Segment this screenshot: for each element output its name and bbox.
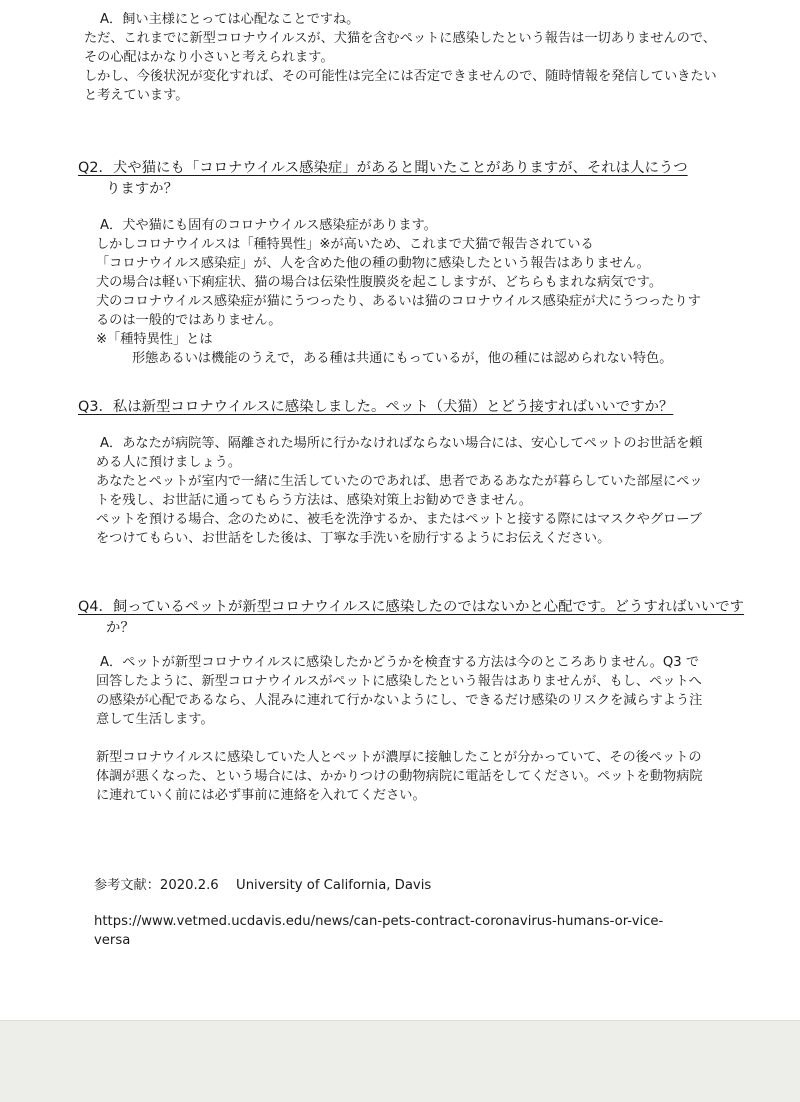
reference-url[interactable]	[94, 912, 663, 950]
intro-line: A．飼い主様にとっては心配なことですね。	[100, 12, 360, 27]
question-q2-line2-text: りますか？	[106, 181, 178, 197]
answer-line: 「コロナウイルス感染症」が、人を含めた他の種の動物に感染したという報告はありません。	[96, 256, 650, 271]
answer-line: 犬の場合は軽い下痢症状、猫の場合は伝染性腹膜炎を起こしますが、どちらもまれな病気です。	[96, 275, 663, 290]
answer-line: A．ペットが新型コロナウイルスに感染したかどうかを検査する方法は今のところありません。Q3 で	[100, 655, 700, 670]
question-q4	[78, 597, 744, 639]
answer-line: ペットを預ける場合、念のために、被毛を洗浄するか、またはペットと接する際にはマスクやグローブ	[96, 512, 702, 527]
answer-line: トを残し、お世話に通ってもらう方法は、感染対策上お勧めできません。	[96, 493, 532, 508]
answer-line: 犬のコロナウイルス感染症が猫にうつったり、あるいは猫のコロナウイルス感染症が犬にうつったりす	[96, 294, 701, 309]
question-q2-line2	[78, 179, 688, 200]
question-q3-text: Q3．私は新型コロナウイルスに感染しました。ペット（犬猫）とどう接すればいいですか？	[78, 399, 674, 415]
intro-answer	[100, 10, 359, 29]
answer-q3	[96, 434, 703, 548]
reference-url-line1[interactable]: https://www.vetmed.ucdavis.edu/news/can-pets-contract-coronavirus-humans-or-vice-	[94, 914, 664, 929]
intro-line: ただ、これまでに新型コロナウイルスが、犬猫を含むペットに感染したという報告は一切ありませんので、その心配はかなり小さいと考えられます。	[84, 31, 716, 65]
question-q4-line1: Q4．飼っているペットが新型コロナウイルスに感染したのではないかと心配です。どうすればいいです	[78, 599, 745, 615]
answer-line: あなたとペットが室内で一緒に生活していたのであれば、患者であるあなたが暮らしていた部屋にペッ	[96, 474, 703, 489]
question-q4-line2	[78, 618, 744, 639]
reference-url-line2[interactable]: versa	[94, 933, 131, 948]
question-q4-line2-text: か？	[106, 620, 135, 636]
answer-q2	[96, 216, 701, 368]
answer-line: 意して生活します。	[96, 712, 214, 727]
answer-line: A．あなたが病院等、隔離された場所に行かなければならない場合には、安心してペットのお世話を頼	[100, 436, 703, 451]
question-q2-line1: Q2．犬や猫にも「コロナウイルス感染症」があると聞いたことがありますが、それは人にうつ	[78, 160, 688, 176]
answer-line: るのは一般的ではありません。	[96, 313, 282, 328]
intro-answer-body	[84, 29, 724, 105]
answer-q4	[96, 653, 703, 805]
reference-citation: 参考文献：2020.2.6 University of California, Davis	[94, 878, 432, 893]
question-q2	[78, 158, 688, 200]
paragraph-gap	[96, 729, 703, 748]
answer-line: に連れていく前には必ず事前に連絡を入れてください。	[96, 788, 426, 803]
reference	[94, 876, 431, 895]
scan-margin	[0, 1020, 800, 1102]
answer-line: 回答したように、新型コロナウイルスがペットに感染したという報告はありませんが、もし、ペットへ	[96, 674, 702, 689]
answer-line: しかしコロナウイルスは「種特異性」※が高いため、これまで犬猫で報告されている	[96, 237, 594, 252]
answer-line: 新型コロナウイルスに感染していた人とペットが濃厚に接触したことが分かっていて、その後ペットの	[96, 750, 702, 765]
answer-line: A．犬や猫にも固有のコロナウイルス感染症があります。	[100, 218, 437, 233]
note-definition: 形態あるいは機能のうえで，ある種は共通にもっているが，他の種には認められない特色。	[132, 351, 673, 366]
answer-line: める人に預けましょう。	[96, 455, 242, 470]
answer-line: をつけてもらい、お世話をした後は、丁寧な手洗いを励行するようにお伝えください。	[96, 531, 611, 546]
intro-line: しかし、今後状況が変化すれば、その可能性は完全には否定できませんので、随時情報を発信していきたいと考えています。	[84, 69, 717, 103]
note-heading: ※「種特異性」とは	[96, 332, 213, 347]
answer-line: の感染が心配であるなら、人混みに連れて行かないようにし、できるだけ感染のリスクを減らすよう注	[96, 693, 703, 708]
question-q3	[78, 397, 673, 418]
answer-line: 体調が悪くなった、という場合には、かかりつけの動物病院に電話をしてください。ペットを動物病院	[96, 769, 703, 784]
